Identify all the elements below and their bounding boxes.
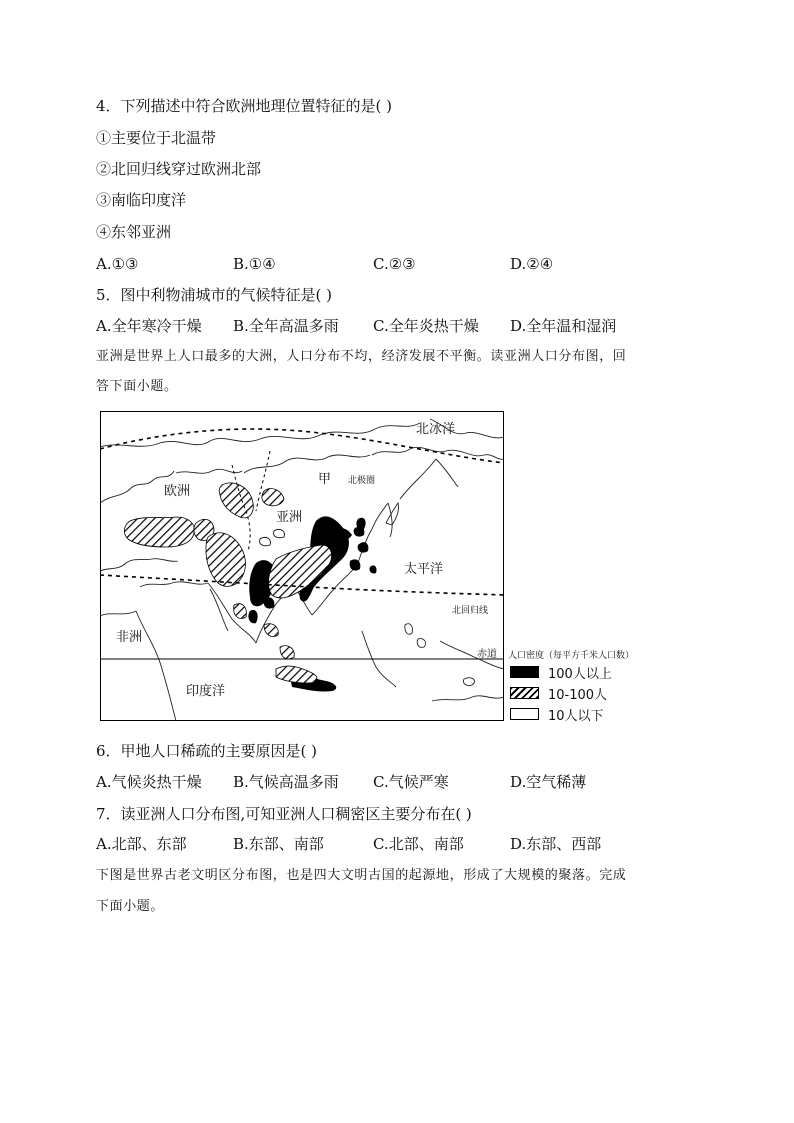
legend-label-high: 100人以上 — [548, 667, 612, 682]
q5-stem: 5．图中利物浦城市的气候特征是( ) — [96, 286, 333, 304]
legend-row-low — [508, 704, 698, 725]
intro2-line-1: 下图是世界古老文明区分布图，也是四大文明古国的起源地，形成了大规模的聚落。完成 — [96, 868, 627, 883]
q6-option-b[interactable]: B.气候高温多雨 — [233, 773, 339, 791]
label-tropic-cancer: 北回归线 — [452, 606, 489, 616]
q7-option-d[interactable]: D.东部、西部 — [510, 835, 602, 853]
label-equator: 赤道 — [477, 649, 497, 660]
q4-item-1: ①主要位于北温带 — [96, 129, 217, 147]
label-arctic-ocean: 北冰洋 — [416, 422, 456, 437]
intro1-line-1: 亚洲是世界上人口最多的大洲，人口分布不均，经济发展不平衡。读亚洲人口分布图，回 — [96, 349, 627, 364]
q5-option-a[interactable]: A.全年寒冷干燥 — [96, 317, 202, 335]
legend-row-medium — [508, 683, 698, 704]
q5-option-d[interactable]: D.全年温和湿润 — [510, 317, 617, 335]
asia-population-map — [100, 411, 504, 721]
label-asia: 亚洲 — [276, 510, 303, 525]
label-arctic-circle: 北极圈 — [348, 476, 376, 486]
label-jia: 甲 — [318, 472, 332, 487]
map-legend — [508, 650, 698, 725]
legend-label-medium: 10-100人 — [548, 688, 608, 703]
q6-stem: 6．甲地人口稀疏的主要原因是( ) — [96, 742, 318, 760]
legend-label-low: 10人以下 — [548, 709, 604, 724]
legend-row-high — [508, 662, 698, 683]
q4-item-4: ④东邻亚洲 — [96, 223, 172, 241]
q4-stem: 4．下列描述中符合欧洲地理位置特征的是( ) — [96, 97, 393, 115]
legend-title: 人口密度（每平方千米人口数） — [508, 651, 635, 661]
intro2-line-2: 下面小题。 — [96, 899, 165, 914]
label-africa: 非洲 — [116, 630, 143, 645]
q5-option-b[interactable]: B.全年高温多雨 — [233, 317, 339, 335]
q7-option-c[interactable]: C.北部、南部 — [373, 835, 464, 853]
q4-option-b[interactable]: B.①④ — [233, 255, 276, 273]
label-pacific: 太平洋 — [404, 562, 444, 577]
q4-option-d[interactable]: D.②④ — [510, 255, 554, 273]
q7-stem: 7．读亚洲人口分布图,可知亚洲人口稠密区主要分布在( ) — [96, 805, 472, 823]
label-indian-ocean: 印度洋 — [186, 684, 226, 699]
legend-swatch-solid — [510, 666, 539, 678]
label-europe: 欧洲 — [164, 484, 191, 499]
q7-option-b[interactable]: B.东部、南部 — [233, 835, 324, 853]
legend-swatch-white — [510, 708, 539, 720]
q4-option-a[interactable]: A.①③ — [96, 255, 139, 273]
q4-item-2: ②北回归线穿过欧洲北部 — [96, 160, 262, 178]
q4-item-3: ③南临印度洋 — [96, 191, 187, 209]
q6-option-a[interactable]: A.气候炎热干燥 — [96, 773, 202, 791]
q5-option-c[interactable]: C.全年炎热干燥 — [373, 317, 479, 335]
intro1-line-2: 答下面小题。 — [96, 379, 178, 394]
legend-swatch-hatch — [510, 687, 539, 699]
q6-option-d[interactable]: D.空气稀薄 — [510, 773, 587, 791]
q4-option-c[interactable]: C.②③ — [373, 255, 416, 273]
q6-option-c[interactable]: C.气候严寒 — [373, 773, 449, 791]
q7-option-a[interactable]: A.北部、东部 — [96, 835, 187, 853]
